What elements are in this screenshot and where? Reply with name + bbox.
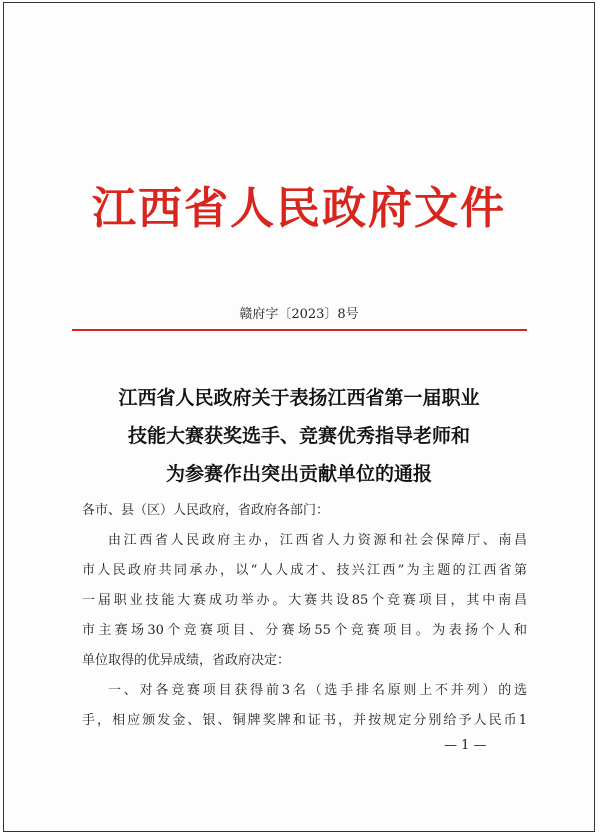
document-header-title: 江西省人民政府文件	[92, 183, 506, 234]
body-line: 市人民政府共同承办，以“人人成才、技兴江西”为主题的江西省第	[82, 563, 527, 578]
document-number: 赣府字〔2023〕8号	[239, 307, 359, 322]
document-page	[3, 2, 595, 832]
salutation-line: 各市、县（区）人民政府，省政府各部门：	[82, 503, 330, 518]
notice-title-line: 为参赛作出突出贡献单位的通报	[165, 463, 432, 485]
red-divider-line	[72, 329, 527, 331]
body-line: 市主赛场30个竞赛项目、分赛场55个竞赛项目。为表扬个人和	[82, 623, 527, 638]
notice-title-line: 江西省人民政府关于表扬江西省第一届职业	[118, 387, 480, 409]
notice-title	[64, 379, 534, 493]
body-line: 一届职业技能大赛成功举办。大赛共设85个竞赛项目，其中南昌	[82, 593, 527, 608]
page-number: — 1 —	[444, 738, 487, 753]
body-text	[82, 496, 527, 736]
body-line: 手，相应颁发金、银、铜牌奖牌和证书，并按规定分别给予人民币1	[82, 713, 527, 728]
body-line: 由江西省人民政府主办，江西省人力资源和社会保障厅、南昌	[108, 533, 527, 548]
body-line: 单位取得的优异成绩，省政府决定：	[82, 653, 291, 668]
body-line: 一、对各竞赛项目获得前3名（选手排名原则上不并列）的选	[108, 683, 527, 698]
notice-title-line: 技能大赛获奖选手、竞赛优秀指导老师和	[127, 425, 470, 447]
